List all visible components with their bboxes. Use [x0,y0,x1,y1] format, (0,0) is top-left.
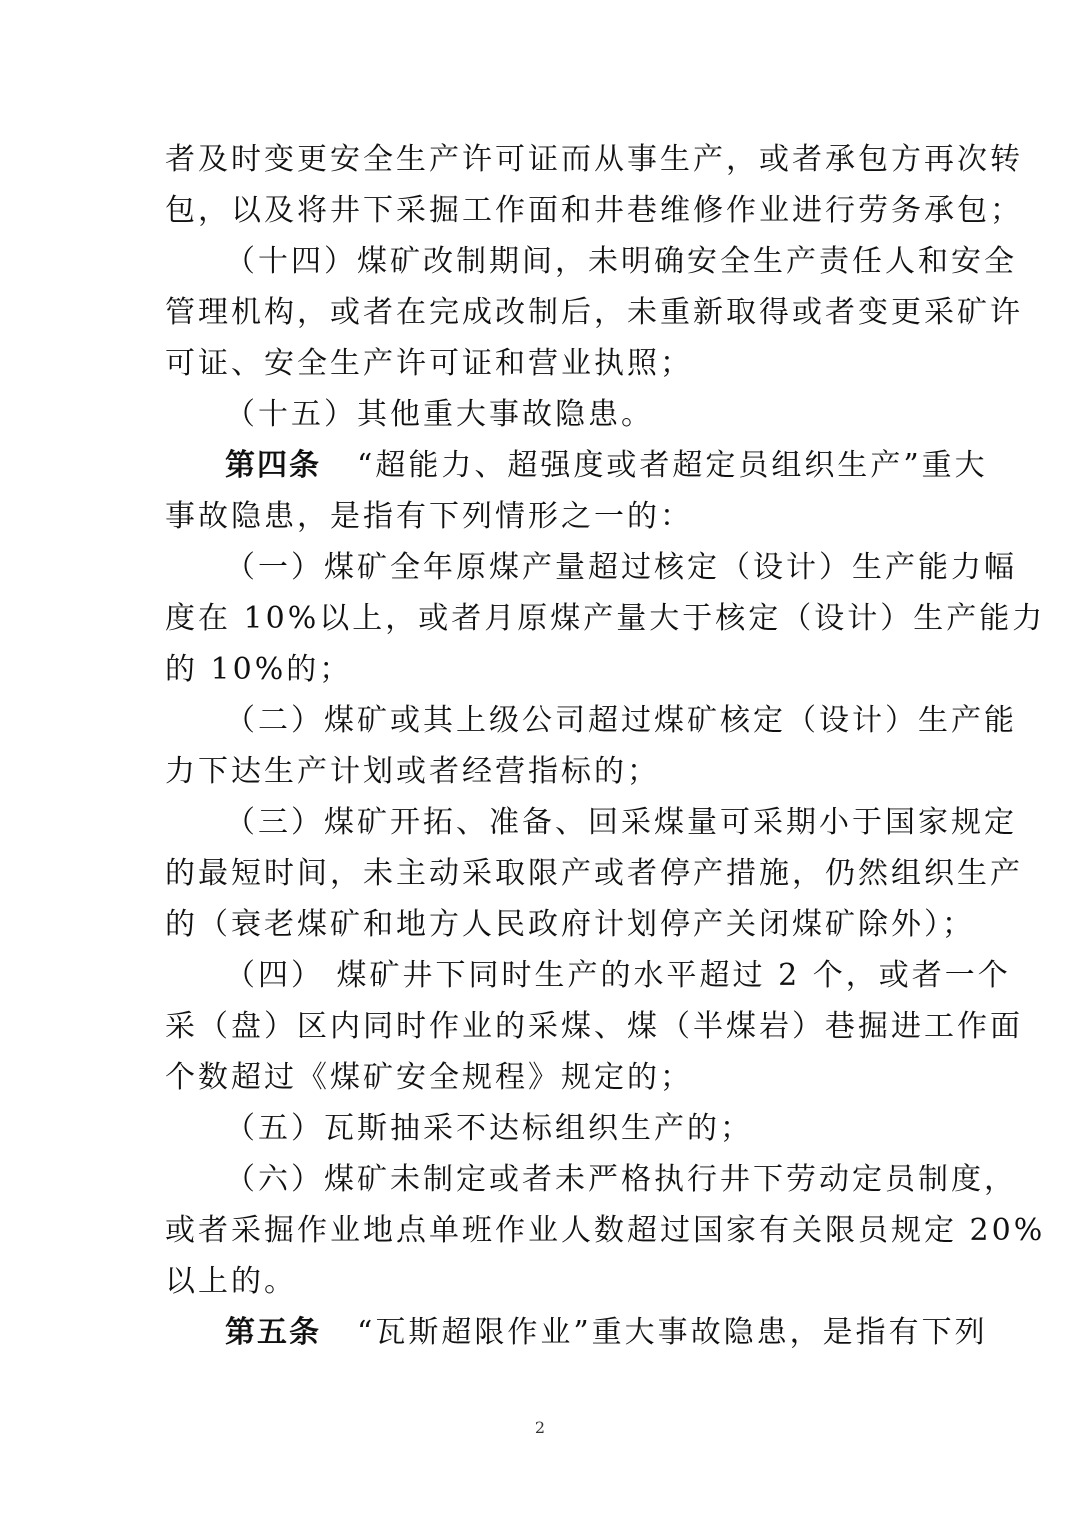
text-line: 以上的。 [165,1264,297,1299]
text-line: 个数超过《煤矿安全规程》规定的； [165,1060,693,1095]
text-line: （十四）煤矿改制期间，未明确安全生产责任人和安全 [225,244,1017,279]
text-line: 的（衰老煤矿和地方人民政府计划停产关闭煤矿除外）； [165,907,975,942]
page-number: 2 [534,1418,546,1437]
text-line: （二）煤矿或其上级公司超过煤矿核定（设计）生产能 [225,703,1017,738]
text-line: 者及时变更安全生产许可证而从事生产，或者承包方再次转 [165,142,1023,177]
article-text: “超能力、超强度或者超定员组织生产”重大 [357,448,988,483]
text-line: 包，以及将井下采掘工作面和井巷维修作业进行劳务承包； [165,193,1023,228]
text-line: 度在 10%以上，或者月原煤产量大于核定（设计）生产能力 [165,601,1046,636]
text-line: 的最短时间，未主动采取限产或者停产措施，仍然组织生产 [165,856,1023,891]
text-line: 的 10%的； [165,652,353,687]
text-line: 可证、安全生产许可证和营业执照； [165,346,693,381]
article-heading-4 [225,441,988,491]
article-heading-5 [225,1308,988,1358]
text-line: 力下达生产计划或者经营指标的； [165,754,660,789]
text-line: （五）瓦斯抽采不达标组织生产的； [225,1111,753,1146]
text-line: 管理机构，或者在完成改制后，未重新取得或者变更采矿许 [165,295,1023,330]
text-line: （十五）其他重大事故隐患。 [225,397,654,432]
article-text: “瓦斯超限作业”重大事故隐患，是指有下列 [357,1315,988,1350]
text-line: （三）煤矿开拓、准备、回采煤量可采期小于国家规定 [225,805,1017,840]
text-line: （四） 煤矿井下同时生产的水平超过 2 个，或者一个 [225,958,1011,993]
text-line: （一）煤矿全年原煤产量超过核定（设计）生产能力幅 [225,550,1017,585]
article-label: 第五条 [225,1315,321,1350]
text-line: 事故隐患，是指有下列情形之一的： [165,499,693,534]
text-line: 或者采掘作业地点单班作业人数超过国家有关限员规定 20% [165,1213,1046,1248]
text-line: （六）煤矿未制定或者未严格执行井下劳动定员制度， [225,1162,1017,1197]
article-label: 第四条 [225,448,321,483]
text-line: 采（盘）区内同时作业的采煤、煤（半煤岩）巷掘进工作面 [165,1009,1023,1044]
